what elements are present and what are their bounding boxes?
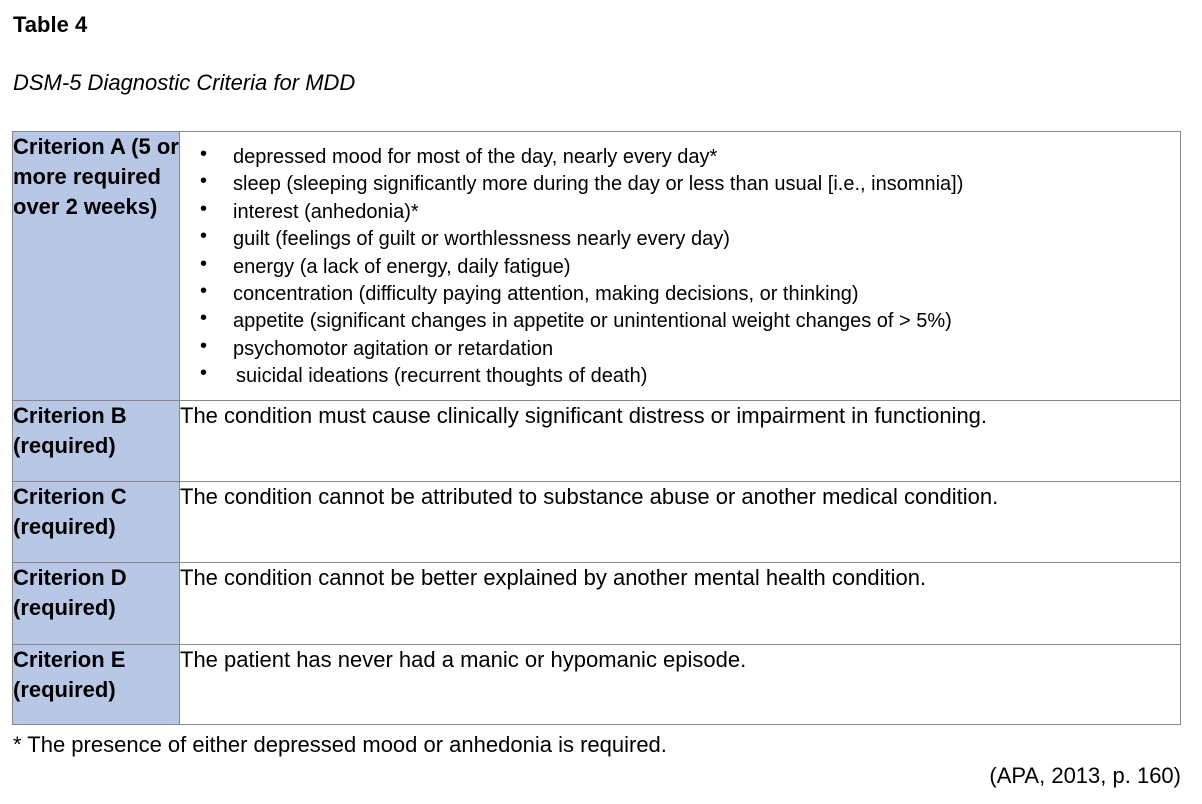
bullet-icon: • — [200, 170, 208, 193]
criterion-a-content — [180, 132, 1181, 401]
symptom-text: suicidal ideations (recurrent thoughts of death) — [236, 365, 648, 388]
table-row — [13, 563, 1181, 645]
symptom-text: depressed mood for most of the day, nearly every day* — [233, 146, 718, 168]
criterion-a-label: Criterion A (5 or more required over 2 weeks) — [13, 132, 180, 401]
list-item — [200, 336, 1180, 363]
list-item — [200, 363, 1180, 390]
bullet-icon: • — [200, 280, 208, 303]
criterion-b-label: Criterion B (required) — [13, 401, 180, 482]
symptom-text: concentration (difficulty paying attention, making decisions, or thinking) — [233, 283, 859, 306]
criterion-d-label: Criterion D (required) — [13, 563, 180, 645]
list-item — [200, 144, 1180, 171]
criterion-c-text: The condition cannot be attributed to substance abuse or another medical condition. — [180, 482, 1181, 563]
bullet-icon: • — [200, 334, 208, 357]
symptom-text: interest (anhedonia)* — [233, 200, 419, 223]
criterion-b-text: The condition must cause clinically significant distress or impairment in functioning. — [180, 401, 1181, 482]
criteria-table — [12, 131, 1181, 725]
bullet-icon: • — [200, 225, 208, 248]
table-title: DSM-5 Diagnostic Criteria for MDD — [13, 70, 356, 95]
bullet-icon: • — [200, 307, 208, 330]
table-number: Table 4 — [13, 12, 88, 37]
bullet-icon: • — [200, 143, 208, 165]
criterion-e-text: The patient has never had a manic or hypomanic episode. — [180, 645, 1181, 725]
list-item — [200, 308, 1180, 335]
symptom-text: energy (a lack of energy, daily fatigue) — [233, 255, 571, 278]
list-item — [200, 199, 1180, 226]
criterion-c-label: Criterion C (required) — [13, 482, 180, 563]
list-item — [200, 254, 1180, 281]
list-item — [200, 171, 1180, 198]
list-item — [200, 226, 1180, 253]
table-row — [13, 401, 1181, 482]
citation: (APA, 2013, p. 160) — [989, 763, 1181, 788]
symptom-text: sleep (sleeping significantly more during the day or less than usual [i.e., insomnia]) — [233, 173, 964, 196]
bullet-icon: • — [200, 362, 208, 385]
footnote: * The presence of either depressed mood or anhedonia is required. — [13, 732, 667, 757]
table-row — [13, 645, 1181, 725]
table-row — [13, 482, 1181, 563]
list-item — [200, 281, 1180, 308]
symptom-list — [180, 132, 1180, 391]
criterion-e-label: Criterion E (required) — [13, 645, 180, 725]
symptom-text: psychomotor agitation or retardation — [233, 337, 554, 360]
symptom-text: appetite (significant changes in appetite or unintentional weight changes of > 5%) — [233, 310, 952, 333]
bullet-icon: • — [200, 252, 208, 275]
bullet-icon: • — [200, 197, 208, 220]
table-row — [13, 132, 1181, 401]
criterion-d-text: The condition cannot be better explained by another mental health condition. — [180, 563, 1181, 645]
symptom-text: guilt (feelings of guilt or worthlessness nearly every day) — [233, 228, 730, 251]
